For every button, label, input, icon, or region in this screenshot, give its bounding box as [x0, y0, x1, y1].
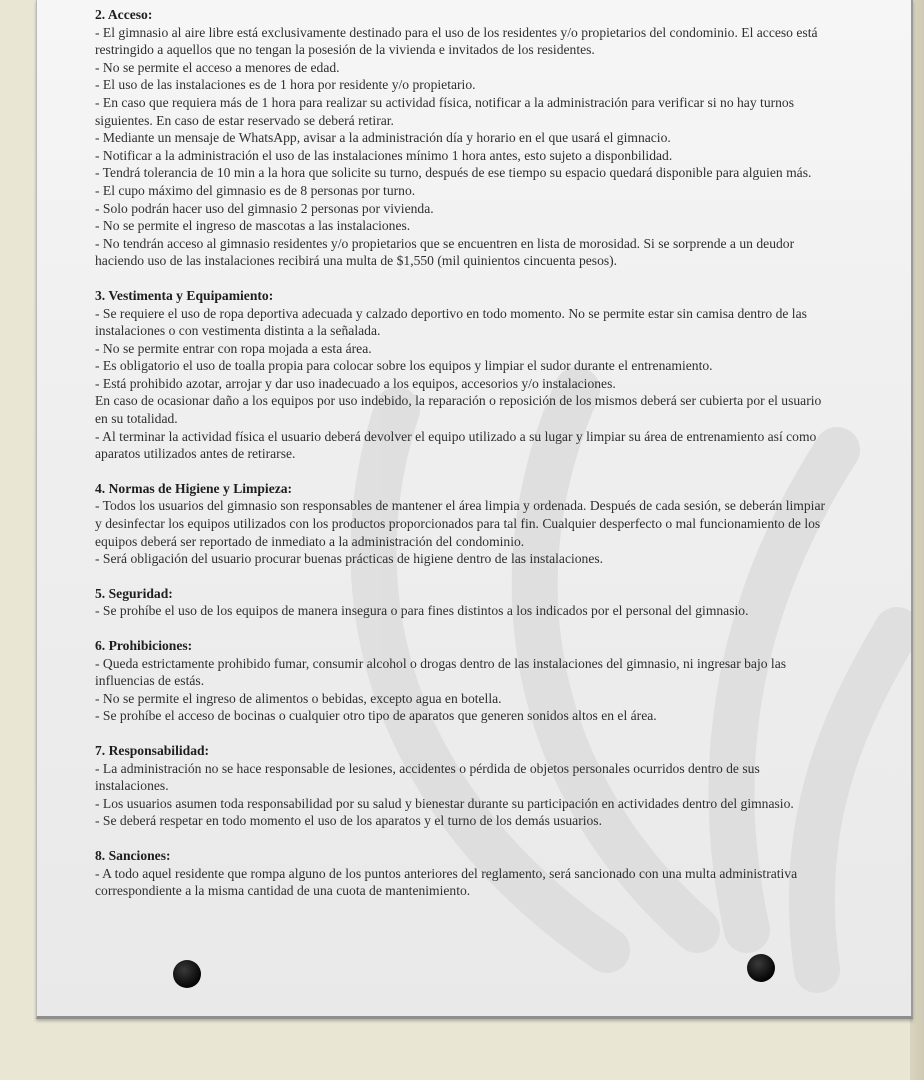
section	[95, 6, 833, 270]
regulation-content	[95, 6, 833, 917]
section	[95, 742, 833, 830]
rule-paragraph: - Los usuarios asumen toda responsabilidad por su salud y bienestar durante su participación en actividades dentro del gimnasio.	[95, 795, 794, 811]
rule-paragraph: - Se prohíbe el uso de los equipos de manera insegura o para fines distintos a los indicados por el personal del gimnasio.	[95, 603, 749, 619]
section-title: 4. Normas de Higiene y Limpieza:	[95, 480, 293, 496]
section-title: 6. Prohibiciones:	[95, 638, 193, 653]
section	[95, 480, 833, 568]
rule-paragraph: - Es obligatorio el uso de toalla propia para colocar sobre los equipos y limpiar el sudor durante el entrenamiento.	[95, 358, 713, 374]
section	[95, 637, 833, 725]
section-title: 3. Vestimenta y Equipamiento:	[95, 287, 274, 303]
section	[95, 287, 833, 463]
rule-paragraph: En caso de ocasionar daño a los equipos por uso indebido, la reparación o reposición de los mismos deberá ser cubierta por el usuario en su totalidad.	[95, 393, 822, 427]
section-title: 5. Seguridad:	[95, 585, 173, 601]
rule-paragraph: - Será obligación del usuario procurar buenas prácticas de higiene dentro de las instalaciones.	[95, 551, 604, 567]
rule-paragraph: - Queda estrictamente prohibido fumar, consumir alcohol o drogas dentro de las instalaciones del gimnasio, ni ingresar bajo las influencias de estás.	[95, 655, 787, 689]
rule-paragraph: - No se permite el acceso a menores de edad.	[95, 59, 340, 75]
rule-paragraph: - No tendrán acceso al gimnasio residentes y/o propietarios que se encuentren en lista de morosidad. Si se sorprende a un deudor haciendo uso de las instalaciones recibirá una multa de $1,550 (mil quinientos cincuenta pesos).	[95, 235, 795, 269]
section-title: 2. Acceso:	[95, 7, 153, 22]
rule-paragraph: - No se permite el ingreso de alimentos o bebidas, excepto agua en botella.	[95, 690, 502, 706]
rule-paragraph: - Se requiere el uso de ropa deportiva adecuada y calzado deportivo en todo momento. No se permite estar sin camisa dentro de las instalaciones o con vestimenta distinta a la señalada.	[95, 305, 807, 339]
rule-paragraph: - Todos los usuarios del gimnasio son responsables de mantener el área limpia y ordenada. Después de cada sesión, se deberán limpiar y desinfectar los equipos utilizados con los productos proporcionados para tal fin. Cualquier desperfecto o mal funcionamiento de los equipos deberá ser reportado de inmediato a la administración del condominio.	[95, 498, 826, 549]
section	[95, 847, 833, 900]
rule-paragraph: - En caso que requiera más de 1 hora para realizar su actividad física, notificar a la administración para verificar si no hay turnos siguientes. En caso de estar reservado se deberá retirar.	[95, 94, 795, 128]
rule-paragraph: - No se permite el ingreso de mascotas a las instalaciones.	[95, 218, 411, 234]
rule-paragraph: - Al terminar la actividad física el usuario deberá devolver el equipo utilizado a su lugar y limpiar su área de entrenamiento así como aparatos utilizados antes de retirarse.	[95, 428, 817, 462]
rule-paragraph: - Mediante un mensaje de WhatsApp, avisar a la administración día y horario en el que usará el gimnacio.	[95, 130, 671, 146]
rule-paragraph: - El cupo máximo del gimnasio es de 8 personas por turno.	[95, 182, 416, 198]
rule-paragraph: - Se deberá respetar en todo momento el uso de los aparatos y el turno de los demás usuarios.	[95, 813, 602, 829]
rule-paragraph: - Tendrá tolerancia de 10 min a la hora que solicite su turno, después de ese tiempo su espacio quedará disponible para alguien más.	[95, 165, 812, 181]
rule-paragraph: - Se prohíbe el acceso de bocinas o cualquier otro tipo de aparatos que generen sonidos altos en el área.	[95, 708, 657, 724]
pushpin-left-icon	[173, 960, 201, 988]
rule-paragraph: - Solo podrán hacer uso del gimnasio 2 personas por vivienda.	[95, 200, 434, 216]
pushpin-right-icon	[747, 954, 775, 982]
rule-paragraph: - Está prohibido azotar, arrojar y dar uso inadecuado a los equipos, accesorios y/o instalaciones.	[95, 375, 616, 391]
rule-paragraph: - A todo aquel residente que rompa alguno de los puntos anteriores del reglamento, será sancionado con una multa administrativa correspondiente a la misma cantidad de una cuota de mantenimiento.	[95, 865, 798, 899]
section	[95, 585, 833, 620]
rule-paragraph: - La administración no se hace responsable de lesiones, accidentes o pérdida de objetos personales ocurridos dentro de sus instalaciones.	[95, 760, 760, 794]
posted-regulation-sheet	[36, 0, 913, 1019]
rule-paragraph: - El uso de las instalaciones es de 1 hora por residente y/o propietario.	[95, 77, 476, 93]
section-title: 8. Sanciones:	[95, 847, 171, 863]
rule-paragraph: - Notificar a la administración el uso de las instalaciones mínimo 1 hora antes, esto sujeto a disponbilidad.	[95, 147, 673, 163]
section-title: 7. Responsabilidad:	[95, 742, 210, 758]
rule-paragraph: - El gimnasio al aire libre está exclusivamente destinado para el uso de los residentes y/o propietarios del condominio. El acceso está restringido a aquellos que no tengan la posesión de la vivienda e invitados de los residentes.	[95, 24, 818, 58]
rule-paragraph: - No se permite entrar con ropa mojada a esta área.	[95, 340, 372, 356]
